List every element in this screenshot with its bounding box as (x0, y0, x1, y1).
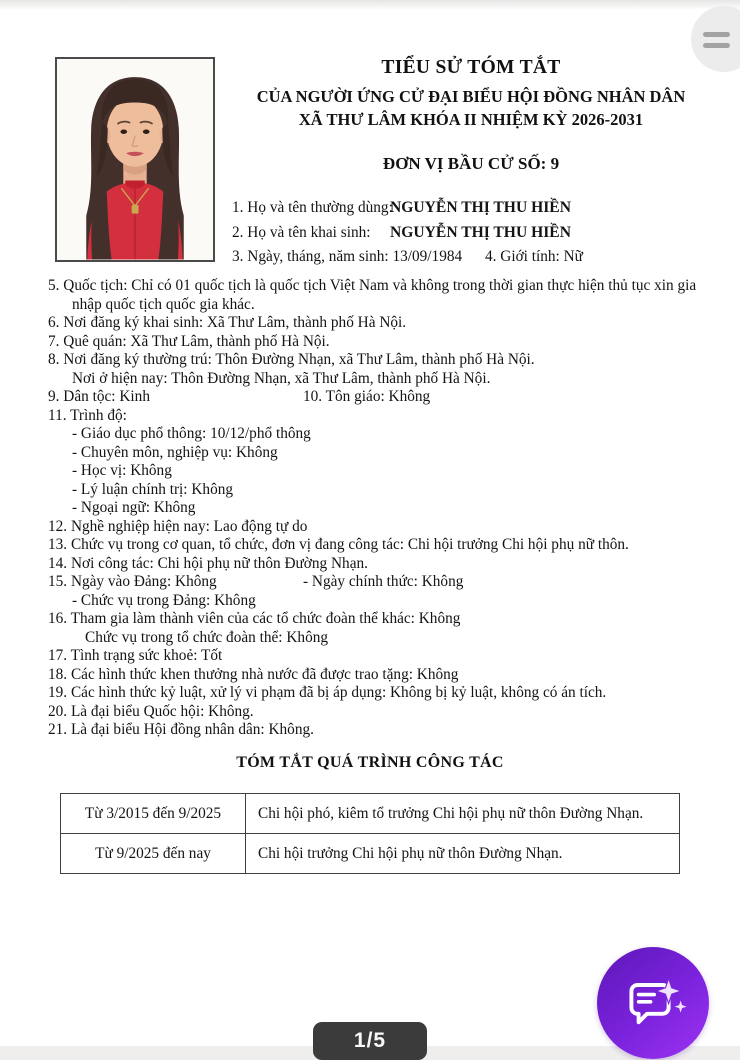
work-history-row (61, 794, 680, 834)
gender-text: 4. Giới tính: Nữ (485, 248, 583, 265)
detail-line: Chức vụ trong tổ chức đoàn thể: Không (85, 628, 329, 646)
detail-line: 16. Tham gia làm thành viên của các tổ chức đoàn thể khác: Không (48, 610, 461, 627)
detail-line: 19. Các hình thức kỷ luật, xử lý vi phạm đã bị áp dụng: Không bị kỷ luật, không có án tích. (48, 684, 607, 701)
identity-section (232, 199, 718, 273)
work-duty-cell: Chi hội phó, kiêm tổ trưởng Chi hội phụ nữ thôn Đường Nhạn. (246, 794, 680, 834)
detail-line: - Chức vụ trong Đảng: Không (72, 591, 256, 609)
detail-line: 14. Nơi công tác: Chi hội phụ nữ thôn Đường Nhạn. (48, 554, 368, 572)
dob-gender-row (232, 248, 718, 273)
document-header (225, 57, 717, 174)
detail-col2: 10. Tôn giáo: Không (303, 388, 431, 405)
page-indicator-text: 1/5 (353, 1029, 387, 1052)
menu-handle-icon (703, 32, 730, 37)
dob-text: 3. Ngày, tháng, năm sinh: 13/09/1984 (232, 248, 463, 265)
work-duty-cell: Chi hội trưởng Chi hội phụ nữ thôn Đường Nhạn. (246, 834, 680, 874)
detail-col1: 9. Dân tộc: Kinh (48, 388, 150, 405)
detail-line: Nơi ở hiện nay: Thôn Đường Nhạn, xã Thư Lâm, thành phố Hà Nội. (72, 369, 491, 387)
candidate-portrait-illustration (57, 59, 213, 260)
ai-chat-fab-button[interactable] (597, 947, 709, 1059)
work-history-heading: TÓM TẮT QUÁ TRÌNH CÔNG TÁC (236, 754, 504, 771)
detail-line: - Chuyên môn, nghiệp vụ: Không (72, 443, 278, 461)
common-name-value: NGUYỄN THỊ THU HIỀN (390, 199, 571, 216)
detail-line: 21. Là đại biểu Hội đồng nhân dân: Không. (48, 721, 314, 738)
election-unit-line: ĐƠN VỊ BẦU CỬ SỐ: 9 (382, 154, 560, 173)
detail-line: 5. Quốc tịch: Chỉ có 01 quốc tịch là quốc tịch Việt Nam và không trong thời gian thực hiện thủ tục xin gia nhập quốc tịch quốc gia khác. (48, 277, 697, 313)
detail-line: 8. Nơi đăng ký thường trú: Thôn Đường Nhạn, xã Thư Lâm, thành phố Hà Nội. (48, 351, 535, 368)
detail-line: - Giáo dục phổ thông: 10/12/phổ thông (72, 425, 311, 442)
detail-line: 6. Nơi đăng ký khai sinh: Xã Thư Lâm, thành phố Hà Nội. (48, 314, 407, 331)
birth-name-row (232, 224, 718, 249)
detail-line (48, 388, 700, 407)
birth-name-value: NGUYỄN THỊ THU HIỀN (390, 223, 571, 241)
document-title: TIỂU SỬ TÓM TẮT (381, 57, 561, 78)
detail-line: 17. Tình trạng sức khoẻ: Tốt (48, 647, 223, 664)
chat-sparkle-icon (617, 967, 689, 1039)
document-subtitle-line2: XÃ THƯ LÂM KHÓA II NHIỆM KỲ 2026-2031 (298, 110, 644, 129)
work-period-cell: Từ 3/2015 đến 9/2025 (61, 794, 246, 834)
biography-details-list (48, 277, 700, 740)
work-history-table (60, 793, 680, 874)
detail-line: 7. Quê quán: Xã Thư Lâm, thành phố Hà Nội. (48, 332, 330, 350)
detail-line: - Ngoại ngữ: Không (72, 499, 196, 516)
detail-col2: - Ngày chính thức: Không (303, 573, 464, 590)
detail-line (48, 573, 700, 592)
detail-line: 20. Là đại biểu Quốc hội: Không. (48, 702, 254, 720)
common-name-label: 1. Họ và tên thường dùng: (232, 199, 393, 216)
detail-line: 12. Nghề nghiệp hiện nay: Lao động tự do (48, 517, 308, 535)
document-subtitle-line1: CỦA NGƯỜI ỨNG CỬ ĐẠI BIỂU HỘI ĐỒNG NHÂN DÂN (256, 87, 686, 106)
menu-handle-icon (703, 43, 730, 48)
page-indicator-badge (313, 1022, 427, 1060)
detail-line: 13. Chức vụ trong cơ quan, tổ chức, đơn vị đang công tác: Chi hội trưởng Chi hội phụ nữ thôn. (48, 536, 629, 553)
detail-line: - Lý luận chính trị: Không (72, 480, 234, 498)
detail-line: 11. Trình độ: (48, 406, 127, 424)
detail-col1: 15. Ngày vào Đảng: Không (48, 573, 217, 590)
detail-line: 18. Các hình thức khen thưởng nhà nước đã được trao tặng: Không (48, 665, 459, 683)
work-period-cell: Từ 9/2025 đến nay (61, 834, 246, 874)
work-history-row (61, 834, 680, 874)
detail-line: - Học vị: Không (72, 462, 172, 479)
top-edge-strip (0, 0, 740, 10)
common-name-row (232, 199, 718, 224)
birth-name-label: 2. Họ và tên khai sinh: (232, 223, 371, 241)
candidate-photo (55, 57, 215, 262)
